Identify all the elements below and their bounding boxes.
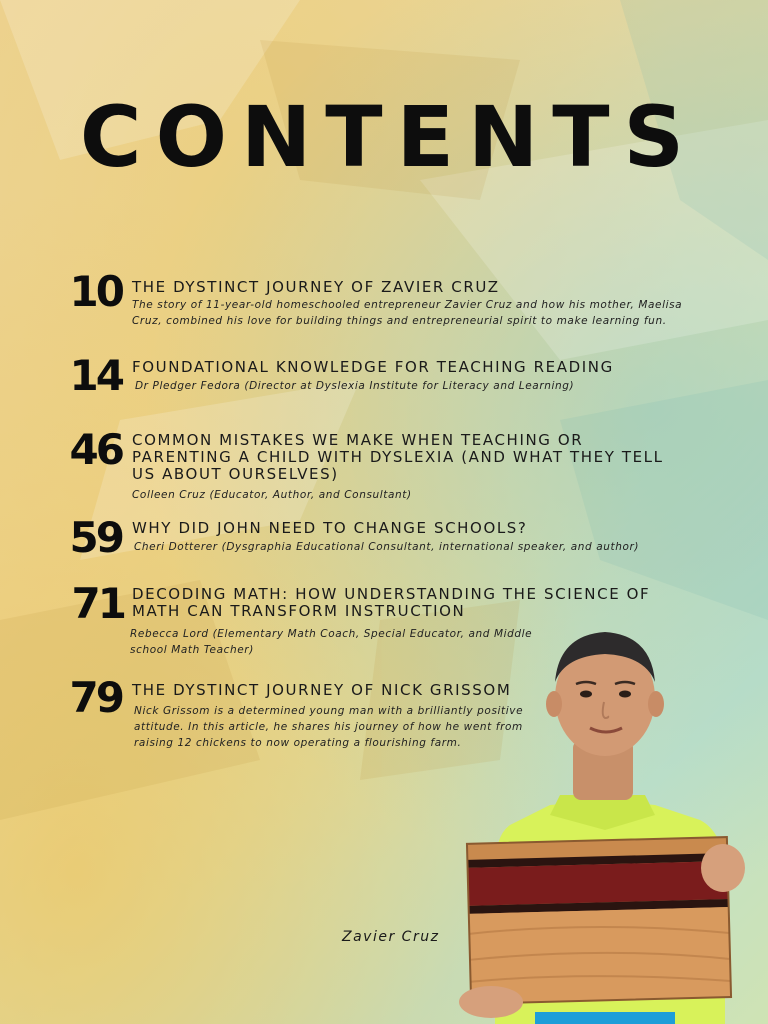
entry-title: DECODING MATH: HOW UNDERSTANDING THE SCIENCE OF MATH CAN TRANSFORM INSTRUCTION: [132, 585, 651, 620]
page-number: 10: [69, 267, 122, 316]
entry-description: Cheri Dotterer (Dysgraphia Educational Consultant, international speaker, and author): [134, 541, 640, 553]
entry-title: WHY DID JOHN NEED TO CHANGE SCHOOLS?: [132, 519, 528, 537]
entry-title: THE DYSTINCT JOURNEY OF ZAVIER CRUZ: [132, 278, 500, 296]
boy-holding-cutting-board-photo: [455, 620, 768, 1024]
page-number: 46: [69, 425, 122, 474]
entry-description: Colleen Cruz (Educator, Author, and Consultant): [132, 489, 412, 501]
entry-description: The story of 11-year-old homeschooled entrepreneur Zavier Cruz and how his mother, Maelisa Cruz, combined his love for building things and entrepreneurial spirit to make learning fun.: [132, 299, 683, 327]
page-title: CONTENTS: [79, 88, 699, 186]
photo-caption: Zavier Cruz: [342, 929, 440, 945]
entry-title: COMMON MISTAKES WE MAKE WHEN TEACHING OR PARENTING A CHILD WITH DYSLEXIA (AND WHAT THEY TELL US ABOUT OURSELVES): [132, 431, 664, 483]
page-number: 71: [71, 579, 124, 628]
page-number: 79: [69, 673, 122, 722]
entry-title: FOUNDATIONAL KNOWLEDGE FOR TEACHING READING: [132, 358, 614, 376]
entry-title: THE DYSTINCT JOURNEY OF NICK GRISSOM: [132, 681, 512, 699]
entry-description: Nick Grissom is a determined young man with a brilliantly positive attitude. In this article, he shares his journey of how he went from raising 12 chickens to now operating a flourishing farm.: [134, 705, 524, 749]
page-number: 59: [69, 513, 122, 562]
entry-description: Rebecca Lord (Elementary Math Coach, Special Educator, and Middle school Math Teacher): [130, 628, 533, 656]
page-number: 14: [69, 351, 122, 400]
entry-description: Dr Pledger Fedora (Director at Dyslexia Institute for Literacy and Learning): [135, 380, 575, 392]
